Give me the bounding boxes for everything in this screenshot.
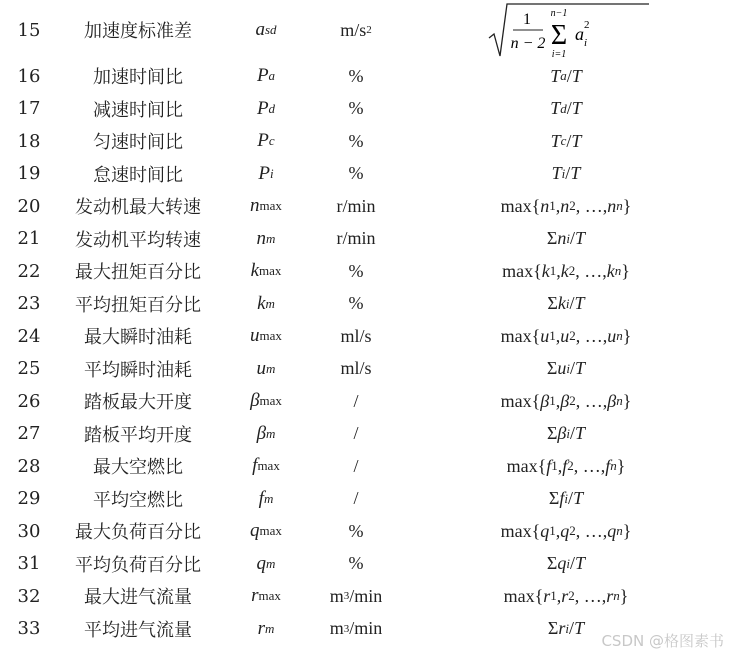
parameter-unit: r/min (336, 195, 376, 216)
row-index: 22 (17, 260, 41, 282)
row-index: 18 (17, 130, 41, 152)
parameter-unit: m/s 2 (340, 19, 372, 40)
parameter-name: 最大负荷百分比 (75, 522, 201, 544)
parameter-formula: max{ u 1 , u 2 , …, u n } (500, 325, 632, 346)
parameter-name: 平均空燃比 (93, 489, 183, 511)
term-sup: 2 (584, 19, 590, 31)
parameter-symbol: k m (257, 292, 275, 314)
parameter-unit: % (348, 130, 364, 151)
parameter-symbol: a sd (255, 19, 277, 40)
parameter-symbol: r max (251, 585, 281, 607)
parameter-formula: max{ n 1 , n 2 , …, n n } (500, 195, 632, 216)
parameter-formula: Σ r i / T (547, 618, 585, 639)
parameter-formula: Σ q i / T (546, 553, 586, 574)
row-index: 16 (17, 65, 41, 87)
parameter-unit: / (353, 455, 359, 476)
parameter-unit: m 3 /min (329, 618, 383, 639)
row-index: 23 (17, 293, 41, 315)
parameter-symbol: r m (257, 617, 275, 639)
parameter-formula: T d / T (550, 98, 582, 119)
parameter-formula: max{ q 1 , q 2 , …, q n } (500, 520, 632, 541)
table-row (0, 190, 734, 223)
row-index: 31 (17, 553, 41, 575)
parameter-symbol: P a (256, 65, 276, 87)
parameter-name: 减速时间比 (93, 99, 183, 121)
table-row (0, 125, 734, 158)
term-sub: i (584, 37, 588, 49)
parameter-unit: ml/s (340, 358, 372, 379)
table-row (0, 0, 734, 60)
row-index: 25 (17, 358, 41, 380)
parameter-symbol: u max (250, 325, 282, 347)
row-index: 21 (17, 228, 41, 250)
parameter-name: 怠速时间比 (93, 164, 183, 186)
parameter-formula: max{ β 1 , β 2 , …, β n } (500, 390, 632, 411)
parameter-unit: % (348, 293, 364, 314)
parameter-symbol: P c (257, 130, 275, 152)
parameter-formula: Σ k i / T (547, 293, 585, 314)
parameter-name: 平均进气流量 (84, 619, 192, 641)
parameter-unit: % (348, 163, 364, 184)
table-row (0, 320, 734, 353)
parameter-symbol: β max (250, 390, 282, 412)
parameter-name: 发动机平均转速 (75, 229, 201, 251)
parameter-formula: T i / T (551, 163, 581, 184)
row-index: 19 (17, 163, 41, 185)
parameter-unit: / (353, 488, 359, 509)
table-row (0, 515, 734, 548)
row-index: 30 (17, 520, 41, 542)
table-row (0, 418, 734, 451)
term: a (575, 24, 584, 44)
parameter-name: 最大瞬时油耗 (84, 327, 192, 349)
parameter-name: 最大空燃比 (93, 457, 183, 479)
parameter-unit: % (348, 520, 364, 541)
parameter-name: 平均瞬时油耗 (84, 359, 192, 381)
table-row (0, 223, 734, 256)
parameter-unit: / (353, 390, 359, 411)
parameter-symbol: k max (250, 260, 282, 282)
csdn-watermark: CSDN @格图素书 (601, 632, 724, 650)
parameter-name: 踏板平均开度 (84, 424, 192, 446)
parameter-name: 最大扭矩百分比 (75, 262, 201, 284)
parameter-symbol: P i (258, 162, 274, 184)
table-row (0, 60, 734, 93)
row-index: 17 (17, 98, 41, 120)
row-index: 24 (17, 325, 41, 347)
parameter-name: 平均扭矩百分比 (75, 294, 201, 316)
row-index: 27 (17, 423, 41, 445)
parameter-formula: max{ k 1 , k 2 , …, k n } (502, 260, 630, 281)
parameter-formula: Σ β i / T (546, 423, 586, 444)
row-index: 32 (17, 585, 41, 607)
table-row (0, 255, 734, 288)
table-row (0, 288, 734, 321)
row-index: 26 (17, 390, 41, 412)
parameter-symbol: n m (256, 227, 276, 249)
parameter-symbol: q m (256, 552, 276, 574)
parameter-symbol: P d (256, 97, 276, 119)
row-index: 20 (17, 195, 41, 217)
parameter-name: 匀速时间比 (93, 132, 183, 154)
parameter-formula: Σ n i / T (546, 228, 586, 249)
parameter-symbol: n max (250, 195, 282, 217)
parameter-name: 加速时间比 (93, 67, 183, 89)
parameter-symbol: q max (250, 520, 282, 542)
parameter-formula: Σ u i / T (546, 358, 586, 379)
parameter-name: 加速度标准差 (84, 21, 192, 42)
parameter-formula: T c / T (550, 130, 582, 151)
parameter-unit: m 3 /min (329, 585, 383, 606)
parameter-name: 最大进气流量 (84, 587, 192, 609)
parameter-formula: T a / T (550, 65, 582, 86)
parameter-symbol: β m (256, 422, 276, 444)
parameter-unit: ml/s (340, 325, 372, 346)
parameter-formula (398, 0, 734, 60)
parameter-formula: Σ f i / T (548, 488, 584, 509)
sum-sign: Σ (550, 20, 568, 51)
row-index: 28 (17, 455, 41, 477)
sum-upper: n−1 (550, 8, 568, 19)
row-index: 29 (17, 488, 41, 510)
std-dev-formula (481, 0, 651, 60)
table-row (0, 450, 734, 483)
table-row (0, 580, 734, 613)
table-row (0, 353, 734, 386)
parameter-symbol: f max (252, 455, 280, 477)
parameter-unit: % (348, 65, 364, 86)
parameter-unit: r/min (336, 228, 376, 249)
parameter-name: 发动机最大转速 (75, 197, 201, 219)
table-row (0, 548, 734, 581)
parameter-name: 踏板最大开度 (84, 392, 192, 414)
fraction-denominator: n − 2 (510, 35, 546, 52)
table-row (0, 158, 734, 191)
sum-lower: i=1 (551, 49, 567, 60)
parameter-name: 平均负荷百分比 (75, 554, 201, 576)
parameter-unit: % (348, 553, 364, 574)
table-row (0, 93, 734, 126)
table-row (0, 385, 734, 418)
parameter-formula: max{ f 1 , f 2 , …, f n } (506, 455, 626, 476)
fraction-numerator: 1 (523, 11, 531, 28)
parameter-symbol: u m (256, 357, 276, 379)
parameter-unit: % (348, 98, 364, 119)
parameter-symbol: f m (258, 487, 274, 509)
parameter-unit: / (353, 423, 359, 444)
parameter-unit: % (348, 260, 364, 281)
row-index: 15 (17, 19, 41, 41)
row-index: 33 (17, 618, 41, 640)
table-row (0, 483, 734, 516)
parameter-formula: max{ r 1 , r 2 , …, r n } (503, 585, 629, 606)
